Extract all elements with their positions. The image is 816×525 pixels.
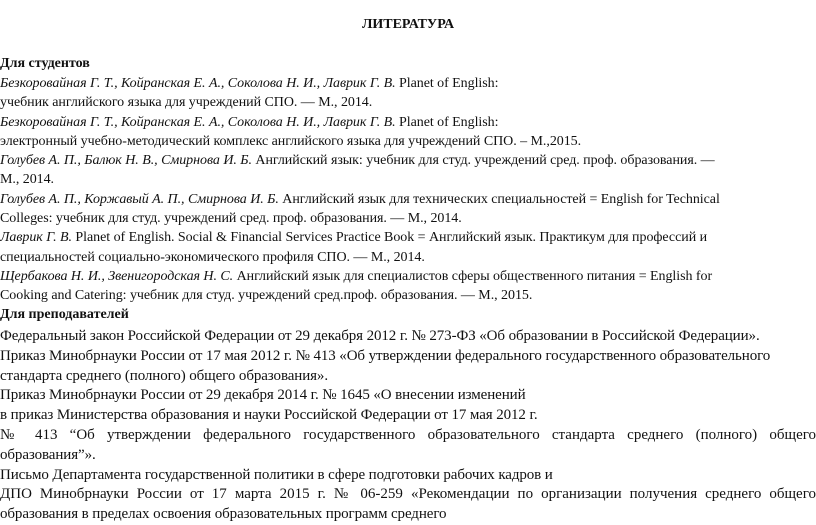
entry-text: Planet of English: — [395, 76, 499, 91]
list-item: Приказ Минобрнауки России от 17 мая 2012 г. № 413 «Об утверждении федерального государственного образовательного — [0, 347, 771, 364]
list-item-continued: в приказ Министерства образования и науки Российской Федерации от 17 мая 2012 г. — [0, 407, 538, 424]
list-item — [0, 190, 816, 229]
entry-authors: Безкоровайная Г. Т., Койранская Е. А., Соколова Н. И., Лаврик Г. В. — [0, 76, 396, 91]
list-item-continued: стандарта среднего (полного) общего образования». — [0, 367, 328, 384]
list-item — [0, 267, 816, 306]
entry-authors: Щербакова Н. И., Звенигородская Н. С. — [0, 268, 234, 284]
list-item-continued: образования в пределах освоения образовательных программ среднего — [0, 506, 447, 523]
list-item — [0, 113, 816, 152]
entry-text-continued: Colleges: учебник для студ. учреждений сред. проф. образования. — М., 2014. — [0, 211, 462, 227]
page-title: ЛИТЕРАТУРА — [361, 17, 455, 32]
list-item-continued: ДПО Минобрнауки России от 17 марта 2015 г. № 06-259 «Рекомендации по организации получения среднего общего — [0, 486, 816, 503]
entry-authors: Безкоровайная Г. Т., Койранская Е. А., Соколова Н. И., Лаврик Г. В. — [0, 114, 396, 130]
list-item: Приказ Минобрнауки России от 29 декабря 2014 г. № 1645 «О внесении изменений — [0, 387, 526, 404]
entry-text-continued: М., 2014. — [0, 172, 54, 188]
list-item-continued: № 413 “Об утверждении федерального государственного образовательного стандарта среднего (полного) общего — [0, 426, 816, 443]
entry-text: Planet of English: — [395, 114, 499, 130]
entry-authors: Голубев А. П., Балюк Н. В., Смирнова И. Б. — [0, 153, 252, 169]
entry-text-continued: специальностей социально-экономического профиля СПО. — М., 2014. — [0, 249, 425, 265]
entry-text: Английский язык: учебник для студ. учреждений сред. проф. образования. — — [251, 153, 715, 169]
entry-text-continued: Cooking and Catering: учебник для студ. учреждений сред.проф. образования. — М., 2015. — [0, 288, 533, 304]
students-list — [0, 74, 816, 306]
list-item: Федеральный закон Российской Федерации от 29 декабря 2012 г. № 273-ФЗ «Об образовании в Российской Федерации». — [0, 328, 760, 344]
list-item — [0, 151, 816, 190]
entry-text: Planet of English. Social & Financial Services Practice Book = Английский язык. Практикум для профессий и — [71, 230, 708, 246]
list-item — [0, 228, 816, 267]
students-heading: Для студентов — [0, 56, 90, 71]
teachers-list — [0, 327, 816, 525]
list-item — [0, 74, 816, 113]
entry-text: Английский язык для технических специальностей = English for Technical — [278, 191, 720, 207]
entry-text-continued: учебник английского языка для учреждений СПО. — М., 2014. — [0, 95, 373, 111]
entry-text-continued: электронный учебно-методический комплекс английского языка для учреждений СПО. – М.,2015. — [0, 133, 582, 149]
entry-authors: Лаврик Г. В. — [0, 230, 72, 246]
teachers-heading: Для преподавателей — [0, 307, 129, 322]
entry-text: Английский язык для специалистов сферы общественного питания = English for — [233, 268, 713, 284]
list-item-continued: образования”». — [0, 446, 96, 463]
list-item: Письмо Департамента государственной политики в сфере подготовки рабочих кадров и — [0, 466, 553, 483]
entry-authors: Голубев А. П., Коржавый А. П., Смирнова И. Б. — [0, 191, 279, 207]
